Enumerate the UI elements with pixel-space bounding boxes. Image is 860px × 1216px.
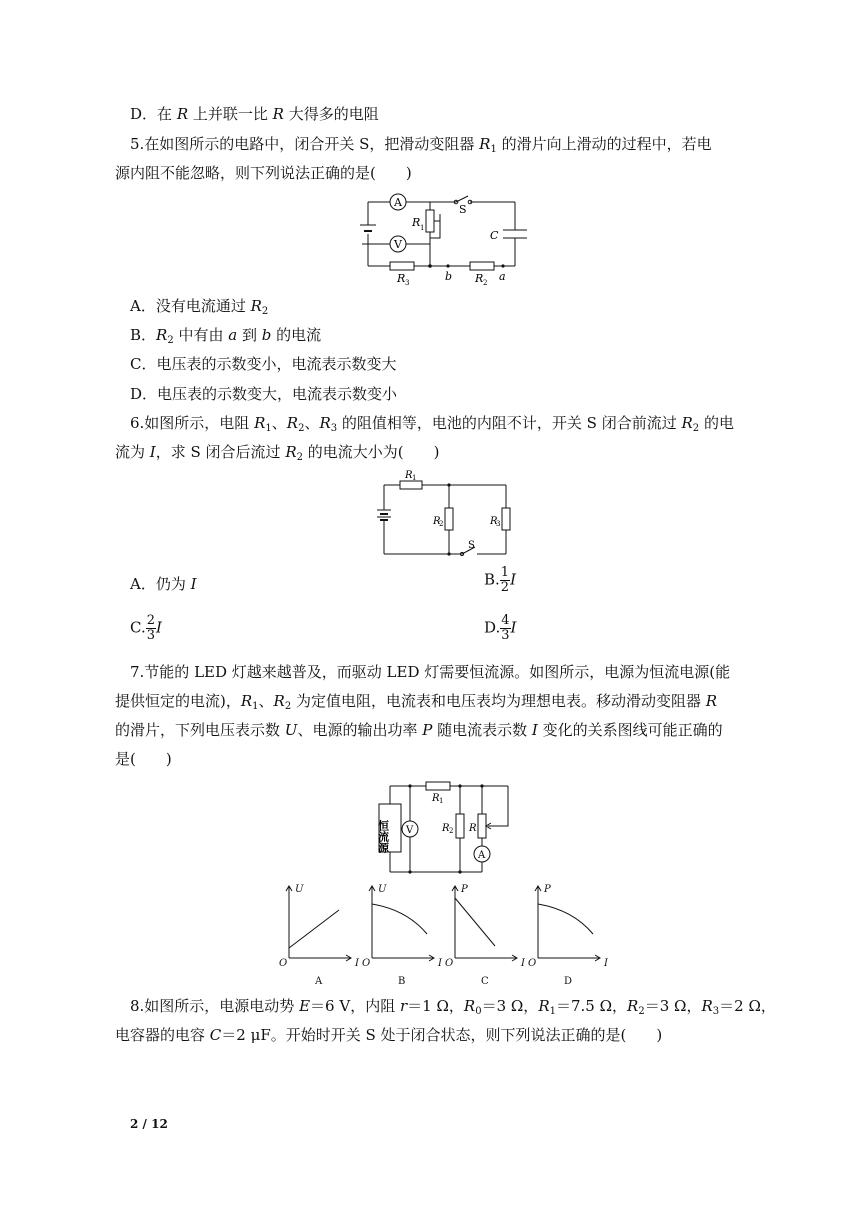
svg-text:R: R	[433, 516, 441, 527]
graph-C	[452, 886, 517, 961]
svg-text:2: 2	[483, 279, 488, 287]
q7-stem-line1: 7.节能的 LED 灯越来越普及，而驱动 LED 灯需要恒流源。如图所示，电源为恒流电源(能	[130, 663, 731, 681]
svg-text:b: b	[445, 270, 453, 283]
q8-stem-line2: 电容器的电容 C＝2 μF。开始时开关 S 处于闭合状态，则下列说法正确的是( )	[115, 1026, 663, 1044]
q5-stem-line1: 5.在如图所示的电路中，闭合开关 S，把滑动变阻器 $R_1$ 的滑片向上滑动的过程中，若电	[130, 135, 712, 155]
svg-text:R: R	[412, 216, 421, 229]
svg-text:2: 2	[449, 827, 454, 835]
graph-xlabel: I	[438, 958, 442, 969]
graph-xlabel: I	[355, 958, 359, 969]
q5-option-c: C．电压表的示数变小，电流表示数变大	[130, 355, 397, 373]
graph-caption: C	[481, 976, 489, 987]
q5-option-d: D．电压表的示数变大，电流表示数变小	[130, 385, 398, 403]
svg-text:R: R	[490, 516, 498, 527]
graph-caption: A	[315, 976, 323, 987]
svg-text:a: a	[499, 270, 506, 283]
q7-stem-line4: 是( )	[115, 750, 172, 768]
ammeter-label: A	[478, 850, 486, 861]
svg-text:R: R	[442, 823, 450, 834]
graph-B	[369, 886, 434, 961]
q5-option-b: B．$R_2$ 中有由 a 到 b 的电流	[130, 326, 322, 346]
svg-text:R: R	[432, 793, 440, 804]
q6-stem-line1: 6.如图所示，电阻 $R_1$、$R_2$、$R_3$ 的阻值相等，电池的内阻不计，开关 S 闭合前流过 $R_2$ 的电	[130, 414, 734, 434]
svg-text:C: C	[490, 229, 499, 242]
graph-ylabel: P	[461, 884, 468, 895]
q6-option-b: B. $\frac{1}{2}$ I	[484, 565, 517, 595]
q6-stem-line2: 流为 I，求 S 闭合后流过 $R_2$ 的电流大小为( )	[115, 443, 440, 463]
svg-text:R: R	[475, 272, 484, 285]
graph-origin: O	[279, 958, 288, 969]
q7-graphs	[275, 880, 620, 988]
ammeter-label: A	[394, 196, 402, 209]
q6-option-d: D. $\frac{4}{3}$ I	[484, 613, 517, 643]
svg-text:1: 1	[420, 224, 425, 232]
graph-ylabel: U	[378, 884, 387, 895]
graph-xlabel: I	[604, 958, 608, 969]
graph-ylabel: U	[295, 884, 304, 895]
graph-origin: O	[445, 958, 454, 969]
graph-xlabel: I	[521, 958, 525, 969]
q8-stem-line1: 8.如图所示，电源电动势 E＝6 V，内阻 r＝1 Ω，$R_0=3$ Ω，$R_1=7.5$ Ω，$R_2=3$ Ω，$R_3=2$ Ω，	[130, 997, 776, 1017]
q5-option-a: A．没有电流通过 $R_2$	[130, 297, 269, 317]
svg-text:恒流源: 恒流源	[376, 820, 390, 853]
q6-circuit-figure	[372, 468, 517, 560]
q4-option-d: D．在 R 上并联一比 R 大得多的电阻	[130, 105, 379, 123]
svg-text:S: S	[468, 540, 475, 551]
svg-text:R: R	[397, 272, 406, 285]
graph-origin: O	[362, 958, 371, 969]
svg-text:1: 1	[439, 797, 444, 805]
page-number: 2 / 12	[130, 1117, 168, 1131]
graph-A	[286, 886, 351, 961]
q7-circuit-figure	[372, 776, 522, 878]
graph-caption: D	[564, 976, 573, 987]
svg-text:2: 2	[439, 520, 444, 528]
voltmeter-label: V	[406, 825, 414, 836]
q7-stem-line3: 的滑片，下列电压表示数 U、电源的输出功率 P 随电流表示数 I 变化的关系图线可能正确的	[115, 721, 723, 739]
graph-caption: B	[398, 976, 406, 987]
q6-option-c: C. $\frac{2}{3}$ I	[130, 613, 162, 643]
svg-text:1: 1	[412, 474, 417, 482]
q7-stem-line2: 提供恒定的电流)，$R_1$、$R_2$ 为定值电阻，电流表和电压表均为理想电表。移动滑动变阻器 R	[115, 692, 718, 712]
graph-ylabel: P	[544, 884, 551, 895]
svg-text:3: 3	[405, 279, 410, 287]
q5-circuit-figure	[360, 188, 530, 288]
voltmeter-label: V	[394, 238, 402, 251]
svg-text:R: R	[469, 823, 477, 834]
q6-option-a: A．仍为 I	[130, 575, 197, 593]
q5-stem-line2: 源内阻不能忽略，则下列说法正确的是( )	[115, 164, 412, 182]
svg-text:R: R	[405, 470, 413, 481]
switch-label: S	[459, 203, 467, 216]
graph-origin: O	[528, 958, 537, 969]
svg-text:3: 3	[496, 520, 501, 528]
graph-D	[535, 886, 600, 961]
